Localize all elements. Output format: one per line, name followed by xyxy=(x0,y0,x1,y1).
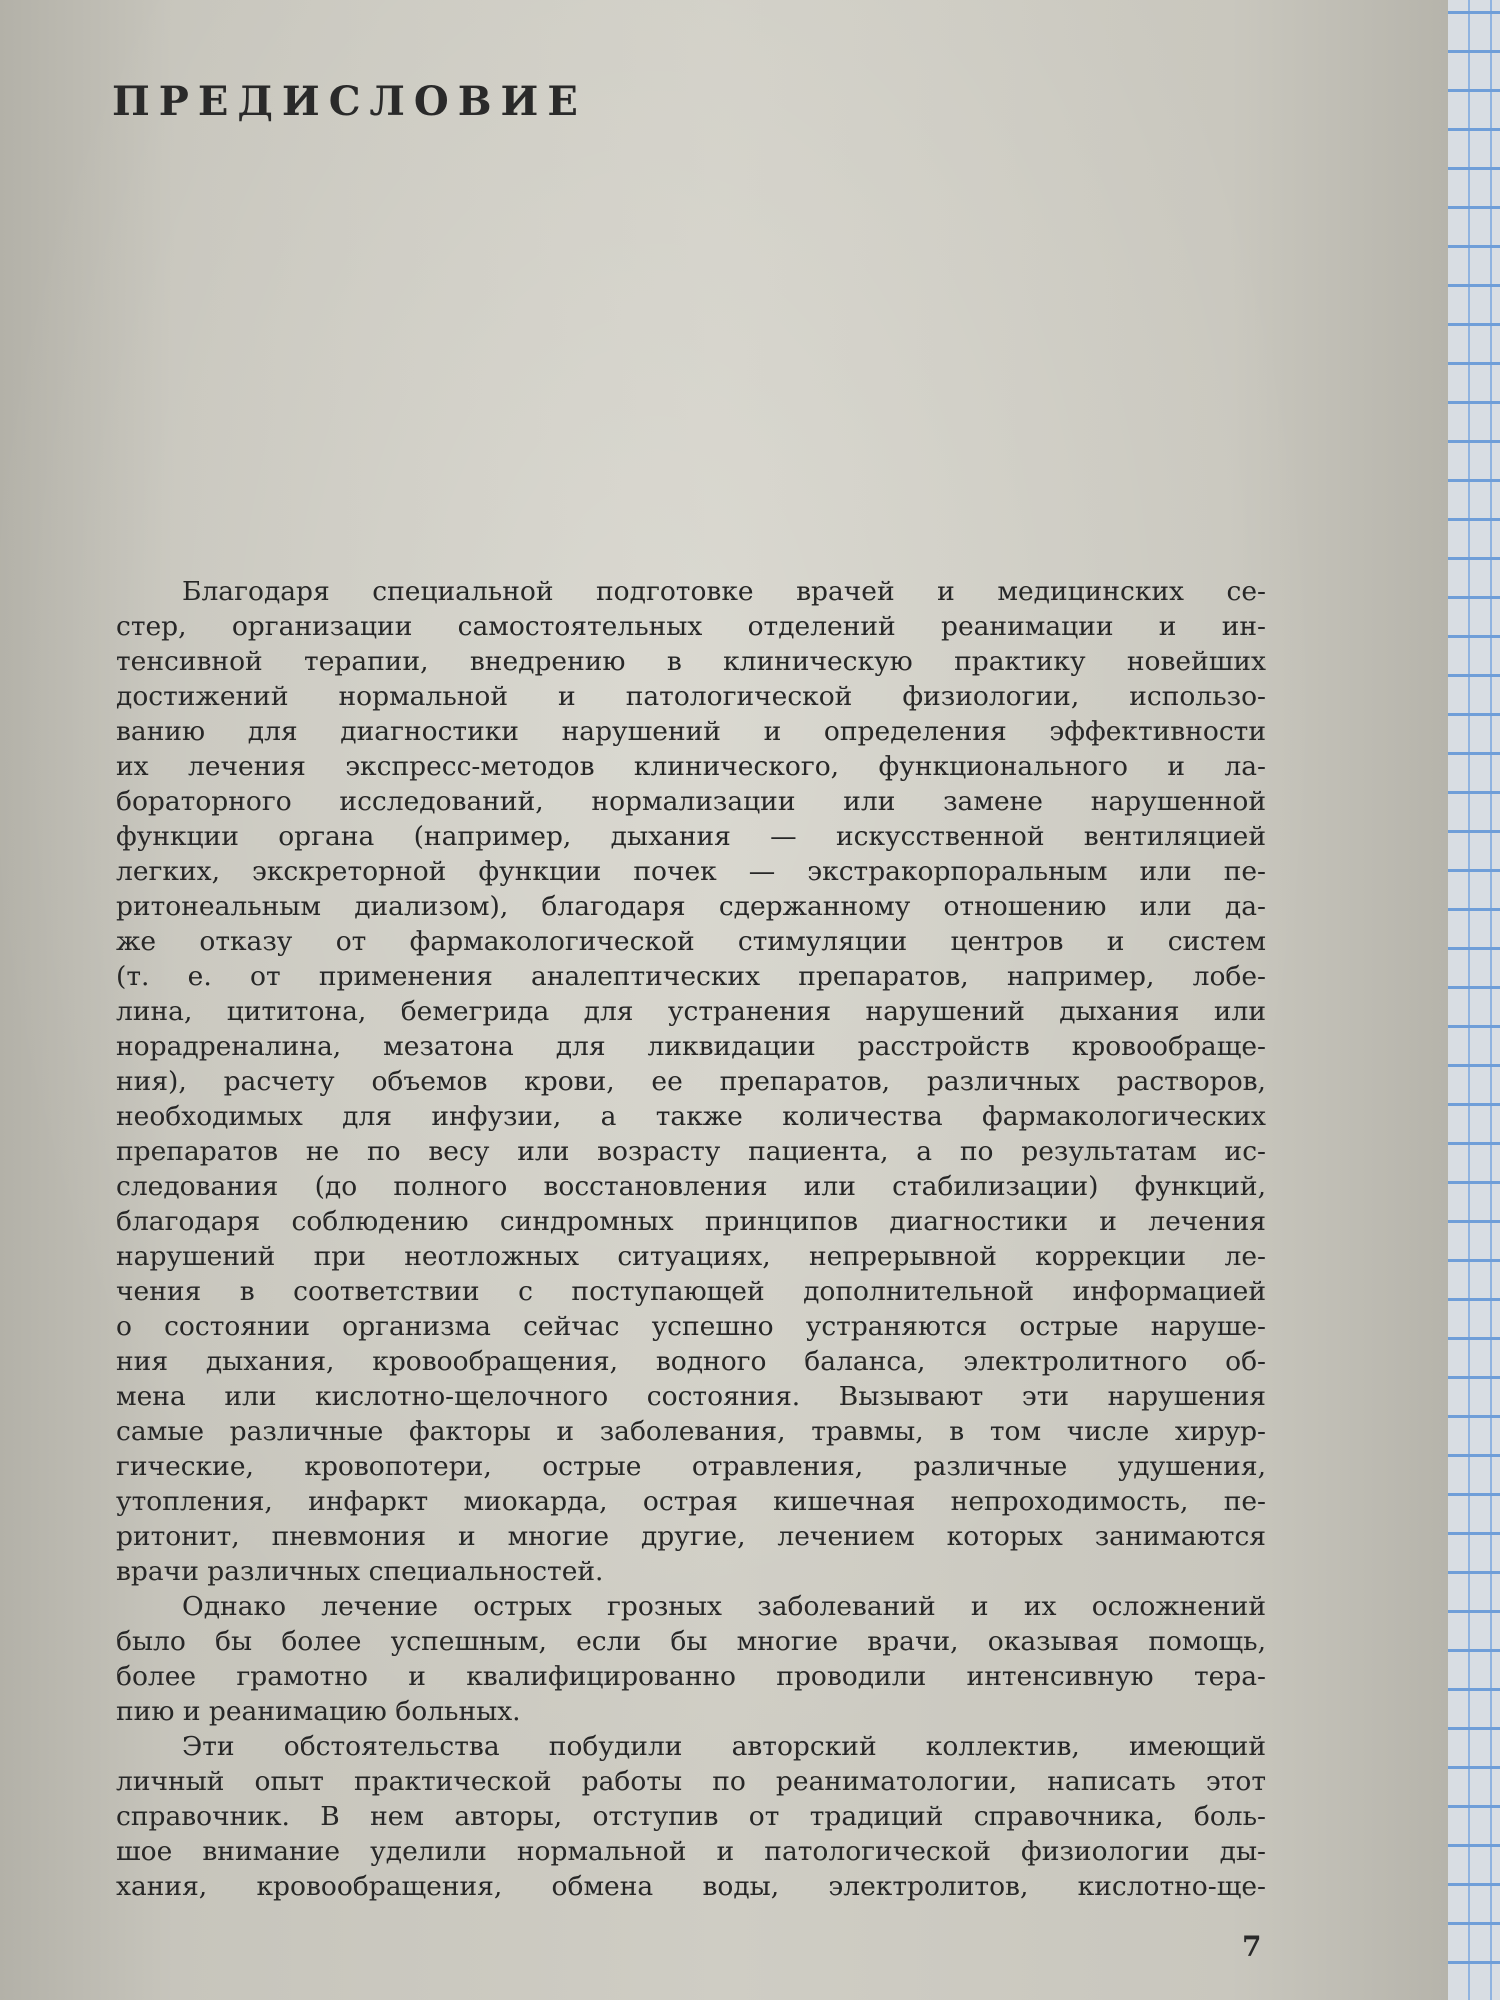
text-line: шое внимание уделили нормальной и патологической физиологии ды- xyxy=(116,1836,1266,1867)
text-line: справочник. В нем авторы, отступив от традиций справочника, боль- xyxy=(116,1801,1266,1832)
text-line: ритонеальным диализом), благодаря сдержанному отношению или да- xyxy=(116,891,1266,922)
text-line: же отказу от фармакологической стимуляции центров и систем xyxy=(116,926,1266,957)
text-line: достижений нормальной и патологической физиологии, использо- xyxy=(116,681,1266,712)
text-line: норадреналина, мезатона для ликвидации расстройств кровообраще- xyxy=(116,1031,1266,1062)
text-line: препаратов не по весу или возрасту пациента, а по результатам ис- xyxy=(116,1136,1266,1167)
text-line: о состоянии организма сейчас успешно устраняются острые наруше- xyxy=(116,1311,1266,1342)
text-line: необходимых для инфузии, а также количества фармакологических xyxy=(116,1101,1266,1132)
text-line: чения в соответствии с поступающей дополнительной информацией xyxy=(116,1276,1266,1307)
text-line: ния дыхания, кровообращения, водного баланса, электролитного об- xyxy=(116,1346,1266,1377)
text-line: нарушений при неотложных ситуациях, непрерывной коррекции ле- xyxy=(116,1241,1266,1272)
text-line: утопления, инфаркт миокарда, острая кишечная непроходимость, пе- xyxy=(116,1486,1266,1517)
text-line: хания, кровообращения, обмена воды, электролитов, кислотно-ще- xyxy=(116,1871,1266,1902)
notebook-paper-edge xyxy=(1448,0,1500,2000)
text-line: Эти обстоятельства побудили авторский коллектив, имеющий xyxy=(182,1731,1266,1762)
text-line: (т. е. от применения аналептических препаратов, например, лобе- xyxy=(116,961,1266,992)
text-line: мена или кислотно-щелочного состояния. Вызывают эти нарушения xyxy=(116,1381,1266,1412)
text-line: бораторного исследований, нормализации или замене нарушенной xyxy=(116,786,1266,817)
text-line: более грамотно и квалифицированно проводили интенсивную тера- xyxy=(116,1661,1266,1692)
text-line: благодаря соблюдению синдромных принципов диагностики и лечения xyxy=(116,1206,1266,1237)
page-title: ПРЕДИСЛОВИЕ xyxy=(112,78,587,125)
page-number: 7 xyxy=(1242,1930,1262,1963)
text-line: Благодаря специальной подготовке врачей и медицинских се- xyxy=(182,576,1266,607)
text-line: ния), расчету объемов крови, ее препаратов, различных растворов, xyxy=(116,1066,1266,1097)
text-line: ванию для диагностики нарушений и определения эффективности xyxy=(116,716,1266,747)
body-text xyxy=(116,574,1266,1904)
text-line: их лечения экспресс-методов клинического, функционального и ла- xyxy=(116,751,1266,782)
text-line: функции органа (например, дыхания — искусственной вентиляцией xyxy=(116,821,1266,852)
text-line: лина, цититона, бемегрида для устранения нарушений дыхания или xyxy=(116,996,1266,1027)
text-line: тенсивной терапии, внедрению в клиническую практику новейших xyxy=(116,646,1266,677)
text-line: следования (до полного восстановления или стабилизации) функций, xyxy=(116,1171,1266,1202)
text-line: ритонит, пневмония и многие другие, лечением которых занимаются xyxy=(116,1521,1266,1552)
text-line: самые различные факторы и заболевания, травмы, в том числе хирур- xyxy=(116,1416,1266,1447)
text-line: врачи различных специальностей. xyxy=(116,1556,604,1587)
text-line: гические, кровопотери, острые отравления, различные удушения, xyxy=(116,1451,1266,1482)
text-line: личный опыт практической работы по реаниматологии, написать этот xyxy=(116,1766,1266,1797)
text-line: Однако лечение острых грозных заболеваний и их осложнений xyxy=(182,1591,1266,1622)
text-line: было бы более успешным, если бы многие врачи, оказывая помощь, xyxy=(116,1626,1266,1657)
text-line: легких, экскреторной функции почек — экстракорпоральным или пе- xyxy=(116,856,1266,887)
text-line: стер, организации самостоятельных отделений реанимации и ин- xyxy=(116,611,1266,642)
text-line: пию и реанимацию больных. xyxy=(116,1696,521,1727)
